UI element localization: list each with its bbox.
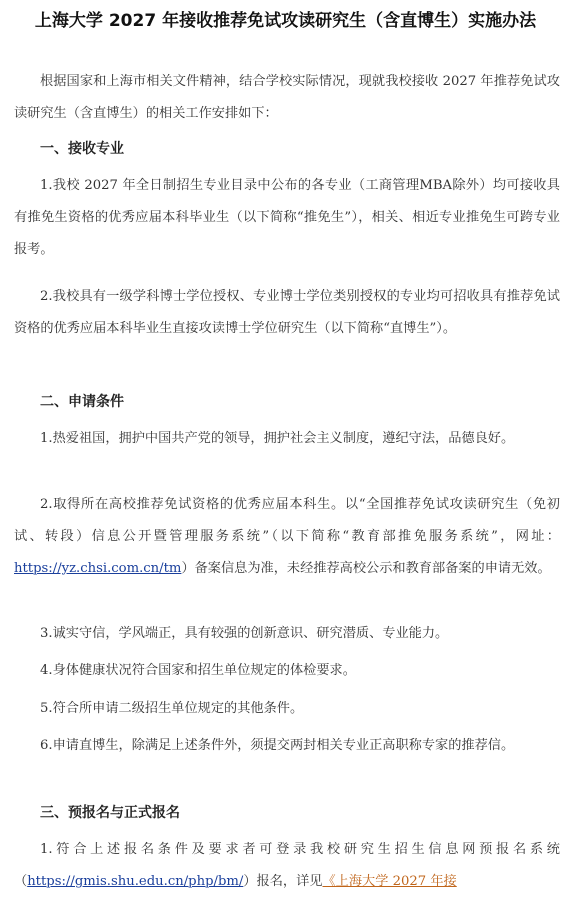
conditions-item-2 <box>14 489 560 585</box>
registration-item-1-text-before: 1.符合上述报名条件及要求者可登录我校研究生招生信息网预报名系统（ <box>14 842 560 889</box>
conditions-item-5: 5.符合所申请二级招生单位规定的其他条件。 <box>40 701 304 716</box>
section-heading-conditions: 二、申请条件 <box>40 394 124 410</box>
majors-item-2: 2.我校具有一级学科博士学位授权、专业博士学位类别授权的专业均可招收具有推荐免试资格的优秀应届本科毕业生直接攻读博士学位研究生（以下简称“直博生”）。 <box>14 289 560 336</box>
section-heading-registration: 三、预报名与正式报名 <box>40 805 180 821</box>
registration-item-1-text-middle: ）报名，详见 <box>243 874 323 889</box>
shu-policy-document-link[interactable]: 《上海大学 2027 年接 <box>322 874 457 889</box>
conditions-item-2-text-after: ）备案信息为准，未经推荐高校公示和教育部备案的申请无效。 <box>181 561 551 576</box>
section-heading-majors: 一、接收专业 <box>40 141 124 157</box>
intro-paragraph: 根据国家和上海市相关文件精神，结合学校实际情况，现就我校接收 2027 年推荐免试攻读研究生（含直博生）的相关工作安排如下： <box>14 74 560 121</box>
conditions-item-6: 6.申请直博生，除满足上述条件外，须提交两封相关专业正高职称专家的推荐信。 <box>40 738 515 753</box>
document-title: 上海大学 2027 年接收推荐免试攻读研究生（含直博生）实施办法 <box>34 11 537 31</box>
conditions-item-4: 4.身体健康状况符合国家和招生单位规定的体检要求。 <box>40 663 356 678</box>
conditions-item-1: 1.热爱祖国，拥护中国共产党的领导，拥护社会主义制度，遵纪守法，品德良好。 <box>40 431 515 446</box>
chsi-tm-link[interactable]: https://yz.chsi.com.cn/tm <box>14 561 182 576</box>
conditions-item-2-text-before: 2.取得所在高校推荐免试资格的优秀应届本科生。以“全国推荐免试攻读研究生（免初试、转段）信息公开暨管理服务系统”（以下简称“教育部推免服务系统”，网址： <box>14 497 560 544</box>
majors-item-1: 1.我校 2027 年全日制招生专业目录中公布的各专业（工商管理MBA除外）均可接收具有推免生资格的优秀应届本科毕业生（以下简称“推免生”），相关、相近专业推免生可跨专业报考。 <box>14 178 560 257</box>
gmis-registration-link[interactable]: https://gmis.shu.edu.cn/php/bm/ <box>27 874 244 889</box>
registration-item-1 <box>14 834 560 898</box>
conditions-item-3: 3.诚实守信，学风端正，具有较强的创新意识、研究潜质、专业能力。 <box>40 626 449 641</box>
